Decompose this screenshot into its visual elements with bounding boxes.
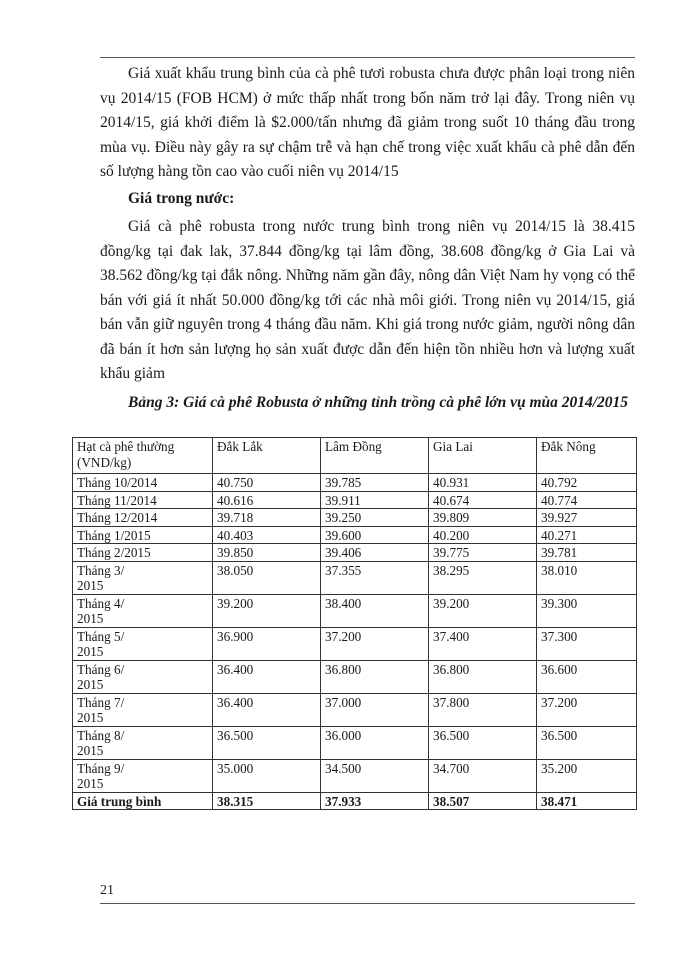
price-cell: 36.600 xyxy=(537,660,637,693)
price-cell: 39.200 xyxy=(429,594,537,627)
month-cell: Tháng 1/2015 xyxy=(73,526,213,544)
month-cell: Tháng 10/2014 xyxy=(73,474,213,492)
month-cell: Tháng 8/ 2015 xyxy=(73,726,213,759)
price-cell: 36.400 xyxy=(213,660,321,693)
price-cell: 36.500 xyxy=(429,726,537,759)
table-row xyxy=(73,491,637,509)
total-value-cell: 38.507 xyxy=(429,792,537,810)
total-value-cell: 37.933 xyxy=(321,792,429,810)
price-cell: 35.200 xyxy=(537,759,637,792)
table-row xyxy=(73,474,637,492)
table-header-cell: Đắk Lắk xyxy=(213,438,321,474)
price-cell: 38.010 xyxy=(537,561,637,594)
price-cell: 37.355 xyxy=(321,561,429,594)
price-cell: 36.800 xyxy=(429,660,537,693)
price-cell: 36.400 xyxy=(213,693,321,726)
price-cell: 40.750 xyxy=(213,474,321,492)
price-cell: 39.600 xyxy=(321,526,429,544)
table-row xyxy=(73,526,637,544)
price-cell: 36.800 xyxy=(321,660,429,693)
footer-rule xyxy=(100,903,635,904)
month-cell: Tháng 4/ 2015 xyxy=(73,594,213,627)
domestic-price-paragraph: Giá cà phê robusta trong nước trung bình trong niên vụ 2014/15 là 38.415 đồng/kg tại đak lak, 37.844 đồng/kg tại lâm đồng, 38.608 đồng/kg ở Gia Lai và 38.562 đồng/kg tại đắk nông. Những năm gần đây, nông dân Việt Nam hy vọng có thể bán với giá ít nhất 50.000 đồng/kg tới các nhà môi giới. Trong niên vụ 2014/15, giá bán vẫn giữ nguyên trong 4 tháng đầu năm. Khi giá trong nước giảm, người nông dân đã bán ít hơn sản lượng họ sản xuất được dẫn đến hiện tồn nhiều hơn và lượng xuất khẩu giảm xyxy=(100,218,635,382)
table-header-cell: Hạt cà phê thường (VND/kg) xyxy=(73,438,213,474)
table-row xyxy=(73,509,637,527)
price-cell: 39.718 xyxy=(213,509,321,527)
price-cell: 40.200 xyxy=(429,526,537,544)
table-row xyxy=(73,660,637,693)
price-cell: 38.050 xyxy=(213,561,321,594)
price-cell: 37.200 xyxy=(321,627,429,660)
price-cell: 36.900 xyxy=(213,627,321,660)
price-cell: 38.295 xyxy=(429,561,537,594)
table-row xyxy=(73,726,637,759)
price-cell: 37.400 xyxy=(429,627,537,660)
price-cell: 39.250 xyxy=(321,509,429,527)
price-cell: 38.400 xyxy=(321,594,429,627)
table-header-cell: Đắk Nông xyxy=(537,438,637,474)
price-cell: 40.931 xyxy=(429,474,537,492)
price-cell: 39.406 xyxy=(321,544,429,562)
price-cell: 39.200 xyxy=(213,594,321,627)
total-label-cell: Giá trung bình xyxy=(73,792,213,810)
price-cell: 39.785 xyxy=(321,474,429,492)
month-cell: Tháng 9/ 2015 xyxy=(73,759,213,792)
price-cell: 39.911 xyxy=(321,491,429,509)
price-cell: 39.300 xyxy=(537,594,637,627)
month-cell: Tháng 3/ 2015 xyxy=(73,561,213,594)
price-cell: 34.500 xyxy=(321,759,429,792)
month-cell: Tháng 7/ 2015 xyxy=(73,693,213,726)
month-cell: Tháng 5/ 2015 xyxy=(73,627,213,660)
price-cell: 37.000 xyxy=(321,693,429,726)
table-row xyxy=(73,544,637,562)
table-row xyxy=(73,627,637,660)
price-cell: 39.775 xyxy=(429,544,537,562)
table-row xyxy=(73,693,637,726)
price-cell: 37.800 xyxy=(429,693,537,726)
month-cell: Tháng 11/2014 xyxy=(73,491,213,509)
table-row xyxy=(73,594,637,627)
table-header-row xyxy=(73,438,637,474)
table-header-cell: Lâm Đồng xyxy=(321,438,429,474)
price-cell: 40.774 xyxy=(537,491,637,509)
price-cell: 36.500 xyxy=(537,726,637,759)
robusta-price-table xyxy=(72,437,637,810)
month-cell: Tháng 6/ 2015 xyxy=(73,660,213,693)
table-header-cell: Gia Lai xyxy=(429,438,537,474)
price-cell: 40.271 xyxy=(537,526,637,544)
table-row xyxy=(73,561,637,594)
page-body xyxy=(100,60,635,415)
price-cell: 37.200 xyxy=(537,693,637,726)
price-cell: 39.809 xyxy=(429,509,537,527)
price-cell: 39.781 xyxy=(537,544,637,562)
price-cell: 40.792 xyxy=(537,474,637,492)
total-value-cell: 38.315 xyxy=(213,792,321,810)
price-cell: 39.927 xyxy=(537,509,637,527)
price-cell: 40.616 xyxy=(213,491,321,509)
price-cell: 40.674 xyxy=(429,491,537,509)
price-cell: 35.000 xyxy=(213,759,321,792)
price-cell: 36.500 xyxy=(213,726,321,759)
table-row xyxy=(73,759,637,792)
price-cell: 36.000 xyxy=(321,726,429,759)
table-caption: Bảng 3: Giá cà phê Robusta ở những tỉnh trồng cà phê lớn vụ mùa 2014/2015 xyxy=(128,393,629,411)
header-rule xyxy=(100,57,635,58)
page-number: 21 xyxy=(100,883,114,898)
price-cell: 37.300 xyxy=(537,627,637,660)
price-cell: 34.700 xyxy=(429,759,537,792)
table-total-row xyxy=(73,792,637,810)
export-price-paragraph: Giá xuất khẩu trung bình của cà phê tươi robusta chưa được phân loại trong niên vụ 2014/15 (FOB HCM) ở mức thấp nhất trong bốn năm trở lại đây. Trong niên vụ 2014/15, giá khởi điểm là $2.000/tấn nhưng đã giảm trong suốt 10 tháng đầu trong mùa vụ. Điều này gây ra sự chậm trễ và hạn chế trong việc xuất khẩu cà phê dẫn đến số lượng hàng tồn cao vào cuối niên vụ 2014/15 xyxy=(100,65,635,180)
month-cell: Tháng 12/2014 xyxy=(73,509,213,527)
total-value-cell: 38.471 xyxy=(537,792,637,810)
month-cell: Tháng 2/2015 xyxy=(73,544,213,562)
price-cell: 40.403 xyxy=(213,526,321,544)
domestic-price-heading: Giá trong nước: xyxy=(128,189,235,207)
price-cell: 39.850 xyxy=(213,544,321,562)
